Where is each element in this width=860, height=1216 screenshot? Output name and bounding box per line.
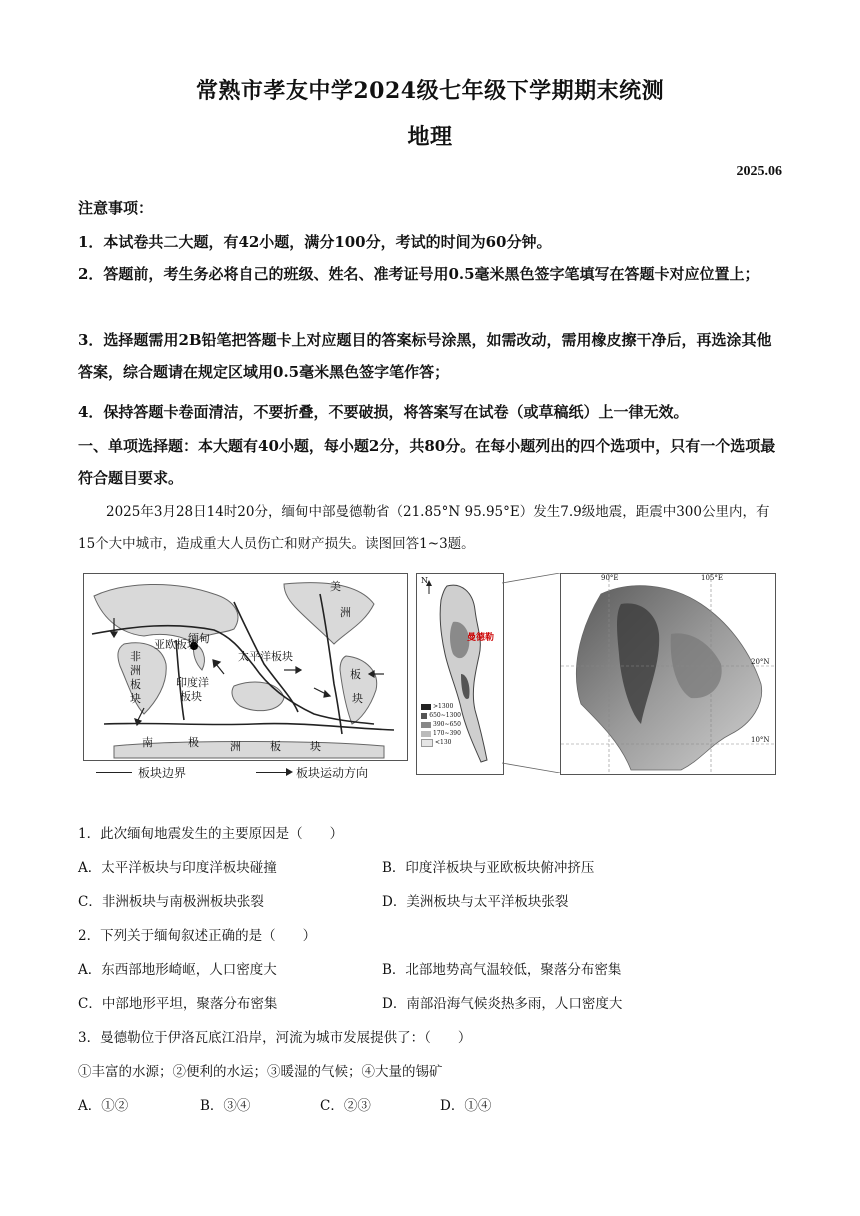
myanmar-locator-map [416, 573, 504, 775]
label-africa-1: 非 [130, 650, 141, 663]
q3-option-b[interactable]: B．③④ [200, 1098, 251, 1114]
q3-option-d[interactable]: D．①④ [440, 1098, 492, 1114]
label-africa-2: 洲 [130, 664, 141, 677]
arrow-symbol [256, 772, 288, 773]
q3-option-a[interactable]: A．①② [78, 1098, 129, 1114]
label-indian-2: 板块 [180, 690, 202, 703]
q1-option-c[interactable]: C．非洲板块与南极洲板块张裂 [78, 894, 264, 910]
label-antarctic-5: 块 [310, 740, 321, 753]
terrain-map [560, 573, 776, 775]
question-2-stem: 2．下列关于缅甸叙述正确的是（ ） [78, 928, 317, 944]
label-myanmar: 缅甸 [188, 632, 210, 645]
q1-option-d[interactable]: D．美洲板块与太平洋板块张裂 [382, 894, 569, 910]
plate-map [83, 573, 408, 761]
exam-title: 常熟市孝友中学2024级七年级下学期期末统测 [195, 78, 665, 104]
mandalay-label: 曼德勒 [467, 633, 495, 643]
intro-paragraph: 2025年3月28日14时20分，缅甸中部曼德勒省（21.85°N 95.95°E）发生7.9级地震，距震中300公里内，有15个大中城市，造成重大人员伤亡和财产损失。读图回答1~3题。 [78, 504, 770, 552]
q2-option-c[interactable]: C．中部地形平坦，聚落分布密集 [78, 996, 278, 1012]
label-antarctic-2: 极 [188, 736, 199, 749]
lat-label-1: 20°N [751, 658, 770, 666]
label-antarctic-3: 洲 [230, 740, 241, 753]
note-item-2: 2．答题前，考生务必将自己的班级、姓名、准考证号用0.5毫米黑色签字笔填写在答题卡对应位置上； [78, 265, 760, 283]
label-america-1: 美 [330, 580, 341, 593]
legend-elev-1: >1300 [433, 703, 454, 710]
lon-label-1: 90°E [601, 574, 619, 582]
label-pacific: 太平洋板块 [238, 650, 293, 663]
label-america-2: 洲 [340, 606, 351, 619]
label-antarctic-4: 板 [270, 740, 281, 753]
legend-boundary: 板块边界 [138, 766, 187, 780]
plate-map-legend [96, 764, 402, 782]
label-eurasia: 亚欧板块 [154, 638, 198, 651]
legend-elev-4: 170~390 [433, 730, 461, 737]
exam-date: 2025.06 [736, 164, 782, 179]
question-3-sub: ①丰富的水源；②便利的水运；③暖湿的气候；④大量的锡矿 [78, 1064, 443, 1080]
label-antarctic-1: 南 [142, 736, 153, 749]
q1-option-a[interactable]: A．太平洋板块与印度洋板块碰撞 [78, 860, 277, 876]
boundary-line-symbol [96, 772, 132, 773]
north-label: N [421, 576, 428, 585]
label-indian-1: 印度洋 [176, 676, 209, 689]
note-item-3: 3．选择题需用2B铅笔把答题卡上对应题目的答案标号涂黑，如需改动，需用橡皮擦干净后，再选涂其他答案，综合题请在规定区域用0.5毫米黑色签字笔作答； [78, 331, 772, 381]
q1-option-b[interactable]: B．印度洋板块与亚欧板块俯冲挤压 [382, 860, 595, 876]
label-kuai: 块 [352, 692, 363, 705]
notes-heading: 注意事项： [78, 199, 154, 217]
q2-option-a[interactable]: A．东西部地形崎岖，人口密度大 [78, 962, 277, 978]
legend-elev-3: 390~650 [433, 721, 461, 728]
antarctica-land [114, 742, 384, 759]
q2-option-b[interactable]: B．北部地势高气温较低，聚落分布密集 [382, 962, 622, 978]
elevation-legend [421, 702, 461, 747]
terrain-map-svg [561, 574, 775, 774]
label-africa-4: 块 [130, 692, 141, 705]
arrow-head-icon [286, 768, 293, 776]
question-1-stem: 1．此次缅甸地震发生的主要原因是（ ） [78, 826, 344, 842]
label-ban: 板 [350, 668, 361, 681]
question-3-stem: 3．曼德勒位于伊洛瓦底江沿岸，河流为城市发展提供了：（ ） [78, 1030, 472, 1046]
section-heading: 一、单项选择题：本大题有40小题，每小题2分，共80分。在每小题列出的四个选项中，只有一个选项最符合题目要求。 [78, 437, 776, 487]
lat-label-2: 10°N [751, 736, 770, 744]
legend-direction: 板块运动方向 [296, 766, 369, 780]
label-africa-3: 板 [130, 678, 141, 691]
subject-title: 地理 [407, 124, 453, 150]
q3-option-c[interactable]: C．②③ [320, 1098, 371, 1114]
note-item-4: 4．保持答题卡卷面清洁，不要折叠，不要破损，将答案写在试卷（或草稿纸）上一律无效。 [78, 403, 689, 421]
q2-option-d[interactable]: D．南部沿海气候炎热多雨，人口密度大 [382, 996, 623, 1012]
lon-label-2: 105°E [701, 574, 723, 582]
legend-elev-2: 650~1300 [429, 712, 461, 719]
zoom-connector [502, 573, 562, 773]
legend-elev-5: <130 [435, 739, 452, 746]
note-item-1: 1．本试卷共二大题，有42小题，满分100分，考试的时间为60分钟。 [78, 233, 552, 251]
